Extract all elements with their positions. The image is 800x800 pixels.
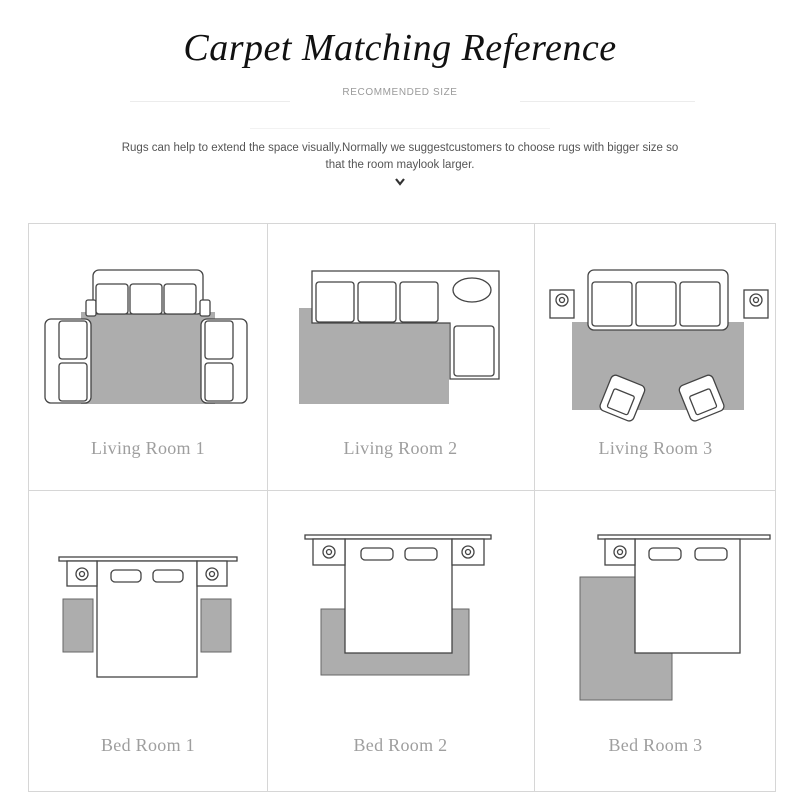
decorative-line-right — [520, 101, 695, 102]
rug-right — [201, 599, 231, 652]
pillow — [153, 570, 183, 582]
side-table-left — [550, 290, 574, 318]
layout-living-room-2 — [267, 224, 534, 490]
layout-label: Bed Room 1 — [100, 735, 195, 755]
decorative-line-left — [130, 101, 290, 102]
layout-living-room-3 — [534, 224, 777, 490]
layout-bed-room-2 — [267, 490, 534, 793]
pillow — [111, 570, 141, 582]
sofa-back — [86, 270, 210, 316]
layout-label: Living Room 3 — [598, 438, 713, 458]
pillow — [695, 548, 727, 560]
chevron-down-icon — [0, 174, 800, 192]
nightstand-left — [67, 561, 97, 586]
sofa-right — [201, 319, 247, 403]
pillow — [405, 548, 437, 560]
nightstand-left — [605, 539, 635, 565]
sofa-left — [45, 319, 91, 403]
pillow — [361, 548, 393, 560]
layout-label: Living Room 1 — [91, 438, 205, 458]
description-text: Rugs can help to extend the space visually.Normally we suggestcustomers to choose rugs with bigger size so that the room maylook larger. — [121, 142, 679, 171]
rug — [81, 312, 215, 404]
layout-living-room-1 — [29, 224, 267, 490]
sofa — [588, 270, 728, 330]
side-table-right — [744, 290, 768, 318]
nightstand-right — [197, 561, 227, 586]
nightstand-left — [313, 539, 345, 565]
layout-label: Bed Room 3 — [608, 735, 703, 755]
layout-label: Bed Room 2 — [353, 735, 448, 755]
nightstand-right — [452, 539, 484, 565]
pillow — [649, 548, 681, 560]
layout-bed-room-3 — [534, 490, 777, 793]
rug-left — [63, 599, 93, 652]
layout-label: Living Room 2 — [343, 438, 458, 458]
layout-grid — [28, 223, 776, 792]
page-title: Carpet Matching Reference — [183, 27, 617, 69]
page-subtitle: RECOMMENDED SIZE — [342, 87, 458, 98]
decorative-line-middle — [250, 128, 550, 129]
layout-bed-room-1 — [29, 490, 267, 793]
